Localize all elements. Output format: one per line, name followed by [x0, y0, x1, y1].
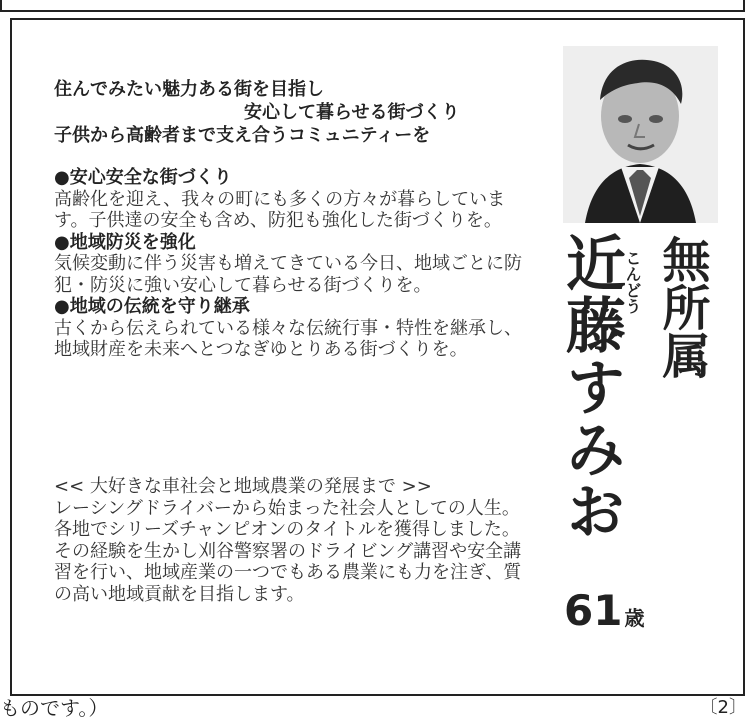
policy-title-tradition: ●地域の伝統を守り継承 [54, 296, 250, 317]
policy-title-disaster: ●地域防災を強化 [54, 231, 196, 253]
previous-candidate-box-edge [0, 0, 745, 12]
headline-line-2: 安心して暮らせる街づくり [244, 102, 460, 123]
candidate-age-unit: 歳 [624, 606, 645, 630]
bio-body: レーシングドライバーから始まった社会人としての人生。各地でシリーズチャンピオンのタイトルを獲得しました。その経験を生かし刈谷警察署のドライビング講習や安全講習を行い、地域産業の一つでもある農業にも力を注ぎ、質の高い地域貢献を目指します。 [54, 497, 522, 605]
headline-line-1: 住んでみたい魅力ある街を目指し [54, 79, 324, 100]
bio-title: << 大好きな車社会と地域農業の発展まで >> [54, 476, 432, 497]
candidate-portrait-icon [563, 46, 718, 223]
candidate-age-number: 61 [564, 586, 623, 635]
policy-body-safety: 高齢化を迎え、我々の町にも多くの方々が暮らしています。子供達の安全も含め、防犯も強化した街づくりを。 [54, 188, 506, 231]
policy-sections [54, 167, 529, 361]
party-affiliation: 無所属 [654, 235, 710, 379]
footer-left-text: ものです。） [0, 696, 109, 718]
candidate-name: 近藤すみお [556, 232, 626, 542]
candidate-name-block [556, 232, 656, 562]
candidate-photo [563, 46, 718, 223]
candidate-age [564, 588, 644, 634]
policy-body-tradition: 古くから伝えられている様々な伝統行事・特性を継承し、地域財産を未来へとつなぎゆとりある街づくりを。 [54, 317, 522, 360]
campaign-headline [54, 78, 524, 147]
headline-line-3: 子供から高齢者まで支え合うコミュニティーを [54, 125, 431, 146]
policy-title-safety: ●安心安全な街づくり [54, 167, 232, 188]
page-number: 〔2〕 [699, 697, 747, 718]
policy-body-disaster: 気候変動に伴う災害も増えてきている今日、地域ごとに防犯・防災に強い安心して暮らせる街づくりを。 [54, 253, 522, 296]
biography [54, 476, 529, 605]
candidate-name-ruby: こんどう [623, 250, 642, 314]
